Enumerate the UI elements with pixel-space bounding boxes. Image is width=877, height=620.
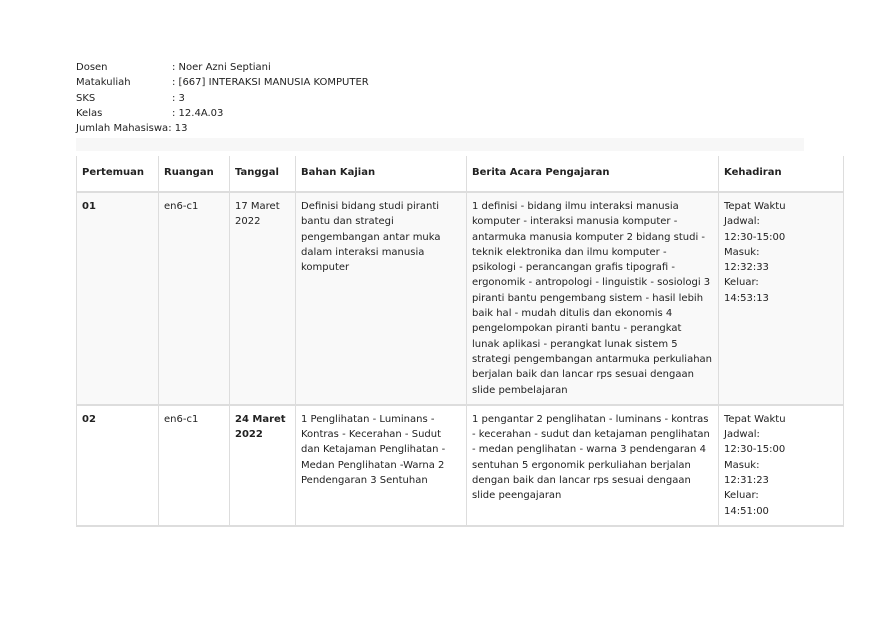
header-tanggal: Tanggal [230, 156, 296, 192]
header-pertemuan: Pertemuan [77, 156, 159, 192]
cell-ruangan: en6-c1 [159, 192, 230, 405]
info-label: Jumlah Mahasiswa [76, 123, 169, 135]
cell-pertemuan: 02 [77, 405, 159, 526]
cell-berita-acara: 1 definisi - bidang ilmu interaksi manusia komputer - interaksi manusia komputer - antarmuka manusia komputer 2 bidang studi - teknik elektronika dan ilmu komputer - psikologi - perancangan grafis tipografi - ergonomik - antropologi - linguistik - sosiologi 3 piranti bantu pengembang sistem - hasil lebih baik hal - mudah ditulis dan ekonomis 4 pengelompokan piranti bantu - perangkat lunak aplikasi - perangkat lunak sistem 5 strategi pengembangan antarmuka perkuliahan berjalan baik dan lancar rps sesuai dengaan slide pembelajaran [467, 192, 719, 405]
cell-kehadiran: Tepat Waktu Jadwal: 12:30-15:00 Masuk: 12:32:33 Keluar: 14:53:13 [719, 192, 844, 405]
header-ruangan: Ruangan [159, 156, 230, 192]
info-row-sks [76, 91, 369, 106]
cell-pertemuan: 01 [77, 192, 159, 405]
cell-tanggal: 17 Maret 2022 [230, 192, 296, 405]
info-value: : 3 [172, 92, 185, 104]
header-bahan-kajian: Bahan Kajian [296, 156, 467, 192]
table-row [77, 192, 844, 405]
attendance-table [76, 156, 844, 527]
table-row [77, 405, 844, 526]
info-label: Kelas [76, 107, 103, 119]
cell-ruangan: en6-c1 [159, 405, 230, 526]
info-value: : 13 [168, 123, 188, 135]
cell-berita-acara: 1 pengantar 2 penglihatan - luminans - kontras - kecerahan - sudut dan ketajaman penglihatan - medan penglihatan - warna 3 pendengaran 4 sentuhan 5 ergonomik perkuliahan berjalan dengan baik dan lancar rps sesuai dengaan slide peengajaran [467, 405, 719, 526]
table-header-row [77, 156, 844, 192]
header-berita-acara: Berita Acara Pengajaran [467, 156, 719, 192]
cell-bahan-kajian: Definisi bidang studi piranti bantu dan strategi pengembangan antar muka dalam interaksi manusia komputer [296, 192, 467, 405]
info-value: : [667] INTERAKSI MANUSIA KOMPUTER [172, 77, 369, 89]
cell-bahan-kajian: 1 Penglihatan - Luminans - Kontras - Kecerahan - Sudut dan Ketajaman Penglihatan - Medan Penglihatan -Warna 2 Pendengaran 3 Sentuhan [296, 405, 467, 526]
info-label: Matakuliah [76, 77, 131, 89]
header-kehadiran: Kehadiran [719, 156, 844, 192]
info-row-dosen [76, 60, 369, 75]
info-value: : Noer Azni Septiani [172, 62, 271, 73]
info-row-jumlah-mahasiswa [76, 121, 369, 136]
info-row-kelas [76, 106, 369, 121]
info-value: : 12.4A.03 [172, 107, 224, 119]
cell-tanggal: 24 Maret 2022 [230, 405, 296, 526]
info-label: Dosen [76, 62, 108, 73]
separator-band [76, 138, 804, 151]
course-info [76, 60, 369, 136]
info-row-matakuliah [76, 75, 369, 90]
cell-kehadiran: Tepat Waktu Jadwal: 12:30-15:00 Masuk: 12:31:23 Keluar: 14:51:00 [719, 405, 844, 526]
info-label: SKS [76, 92, 96, 104]
